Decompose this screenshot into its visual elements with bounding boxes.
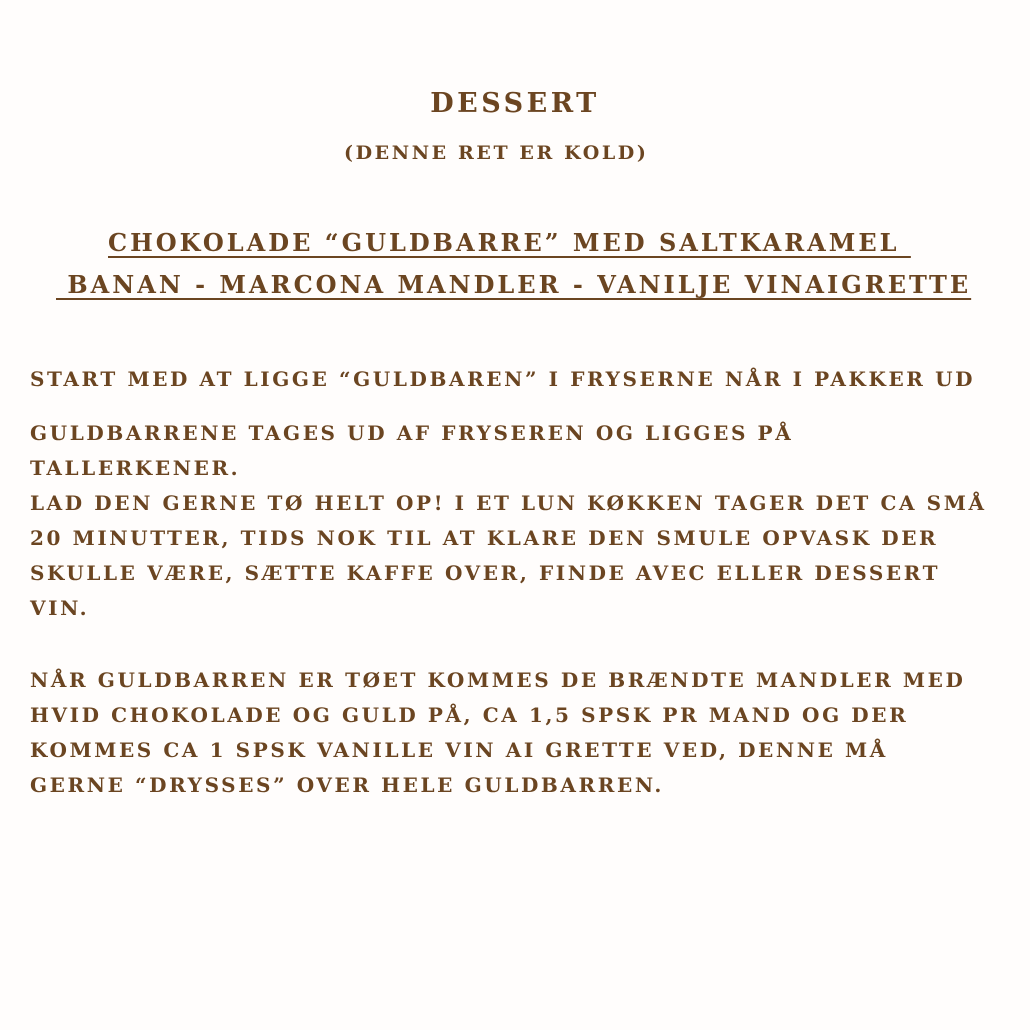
instruction-step-2-line-2: LAD DEN GERNE TØ HELT OP! I ET LUN KØKKEN TAGER DET CA SMÅ 20 MINUTTER, TIDS NOK TIL AT KLARE DEN SMULE OPVASK DER SKULLE VÆRE, SÆTTE KAFFE OVER, FINDE AVEC ELLER DESSERT VIN. (30, 491, 987, 620)
page-title: DESSERT (430, 88, 600, 119)
instruction-step-3: NÅR GULDBARREN ER TØET KOMMES DE BRÆNDTE MANDLER MED HVID CHOKOLADE OG GULD PÅ, CA 1,5 SPSK PR MAND OG DER KOMMES CA 1 SPSK VANILLE VIN AI GRETTE VED, DENNE MÅ GERNE “DRYSSES” OVER HELE GULDBARREN. (30, 668, 966, 797)
instruction-step-2-line-1: GULDBARRENE TAGES UD AF FRYSEREN OG LIGGES PÅ TALLERKENER. (30, 421, 794, 480)
instruction-step-2 (30, 416, 990, 626)
instruction-step-1: START MED AT LIGGE “GULDBAREN” I FRYSERNE NÅR I PAKKER UD (30, 367, 976, 391)
dish-name-line-2: BANAN - MARCONA MANDLER - VANILJE VINAIGRETTE (56, 270, 972, 299)
page-subtitle: (DENNE RET ER KOLD) (344, 142, 649, 164)
dish-name-line-1: CHOKOLADE “GULDBARRE” MED SALTKARAMEL (108, 228, 911, 257)
